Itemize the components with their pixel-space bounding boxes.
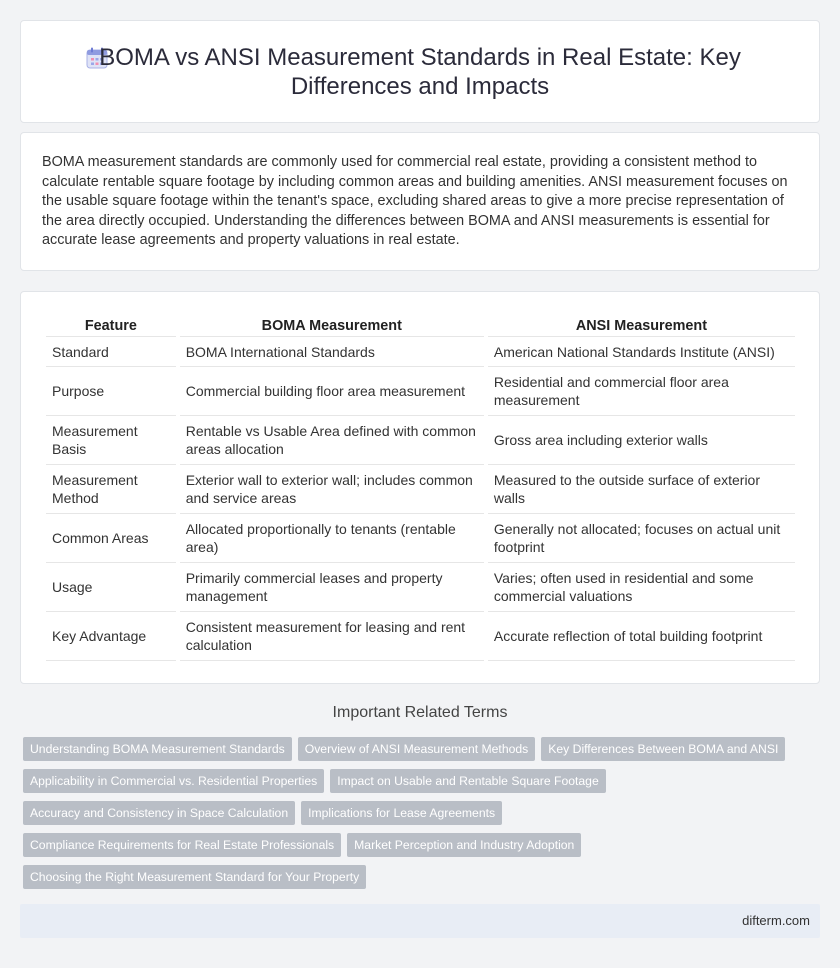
ansi-cell: Generally not allocated; focuses on actual unit footprint <box>488 514 795 563</box>
table-row <box>46 367 795 416</box>
ansi-cell: Measured to the outside surface of exterior walls <box>488 465 795 514</box>
intro-card <box>20 132 820 271</box>
table-header-cell: Feature <box>46 314 176 337</box>
related-term-tag[interactable]: Impact on Usable and Rentable Square Footage <box>330 769 606 793</box>
footer-bar <box>20 904 820 938</box>
boma-cell: Primarily commercial leases and property management <box>180 563 484 612</box>
related-term-tag[interactable]: Choosing the Right Measurement Standard for Your Property <box>23 865 366 889</box>
related-terms-heading: Important Related Terms <box>332 704 508 721</box>
related-term-tag[interactable]: Implications for Lease Agreements <box>301 801 502 825</box>
related-term-tag[interactable]: Accuracy and Consistency in Space Calculation <box>23 801 295 825</box>
related-term-tag[interactable]: Understanding BOMA Measurement Standards <box>23 737 292 761</box>
table-row <box>46 612 795 661</box>
related-term-tag[interactable]: Applicability in Commercial vs. Residential Properties <box>23 769 324 793</box>
related-term-tag[interactable]: Key Differences Between BOMA and ANSI <box>541 737 785 761</box>
boma-cell: Rentable vs Usable Area defined with common areas allocation <box>180 416 484 465</box>
boma-cell: Commercial building floor area measurement <box>180 367 484 416</box>
page-title: BOMA vs ANSI Measurement Standards in Real Estate: Key Differences and Impacts <box>99 44 741 100</box>
boma-cell: Consistent measurement for leasing and rent calculation <box>180 612 484 661</box>
intro-paragraph: BOMA measurement standards are commonly used for commercial real estate, providing a consistent method to calculate rentable square footage by including common areas and building amenities. ANSI measurement focuses on the usable square footage within the tenant's space, excluding shared areas to give a more precise representation of the area directly occupied. Understanding the differences between BOMA and ANSI measurements is essential for accurate lease agreements and property valuations in real estate. <box>42 154 788 249</box>
feature-cell: Standard <box>46 337 176 367</box>
feature-cell: Common Areas <box>46 514 176 563</box>
feature-cell: Usage <box>46 563 176 612</box>
related-term-tag[interactable]: Market Perception and Industry Adoption <box>347 833 581 857</box>
table-row <box>46 514 795 563</box>
feature-cell: Measurement Basis <box>46 416 176 465</box>
ansi-cell: Varies; often used in residential and some commercial valuations <box>488 563 795 612</box>
feature-cell: Measurement Method <box>46 465 176 514</box>
boma-cell: Exterior wall to exterior wall; includes common and service areas <box>180 465 484 514</box>
table-row <box>46 563 795 612</box>
related-term-tag[interactable]: Overview of ANSI Measurement Methods <box>298 737 536 761</box>
ansi-cell: Gross area including exterior walls <box>488 416 795 465</box>
table-header-cell: BOMA Measurement <box>180 314 484 337</box>
ansi-cell: Accurate reflection of total building footprint <box>488 612 795 661</box>
header-card <box>20 20 820 123</box>
related-term-tag[interactable]: Compliance Requirements for Real Estate Professionals <box>23 833 341 857</box>
feature-cell: Purpose <box>46 367 176 416</box>
ansi-cell: Residential and commercial floor area measurement <box>488 367 795 416</box>
table-row <box>46 465 795 514</box>
ansi-cell: American National Standards Institute (ANSI) <box>488 337 795 367</box>
footer-site-link[interactable]: difterm.com <box>742 913 810 928</box>
comparison-table <box>42 314 799 661</box>
related-terms-list <box>23 737 813 889</box>
feature-cell: Key Advantage <box>46 612 176 661</box>
table-header-row <box>46 314 795 337</box>
table-header-cell: ANSI Measurement <box>488 314 795 337</box>
comparison-table-card <box>20 291 820 684</box>
table-row <box>46 337 795 367</box>
boma-cell: BOMA International Standards <box>180 337 484 367</box>
boma-cell: Allocated proportionally to tenants (rentable area) <box>180 514 484 563</box>
table-row <box>46 416 795 465</box>
